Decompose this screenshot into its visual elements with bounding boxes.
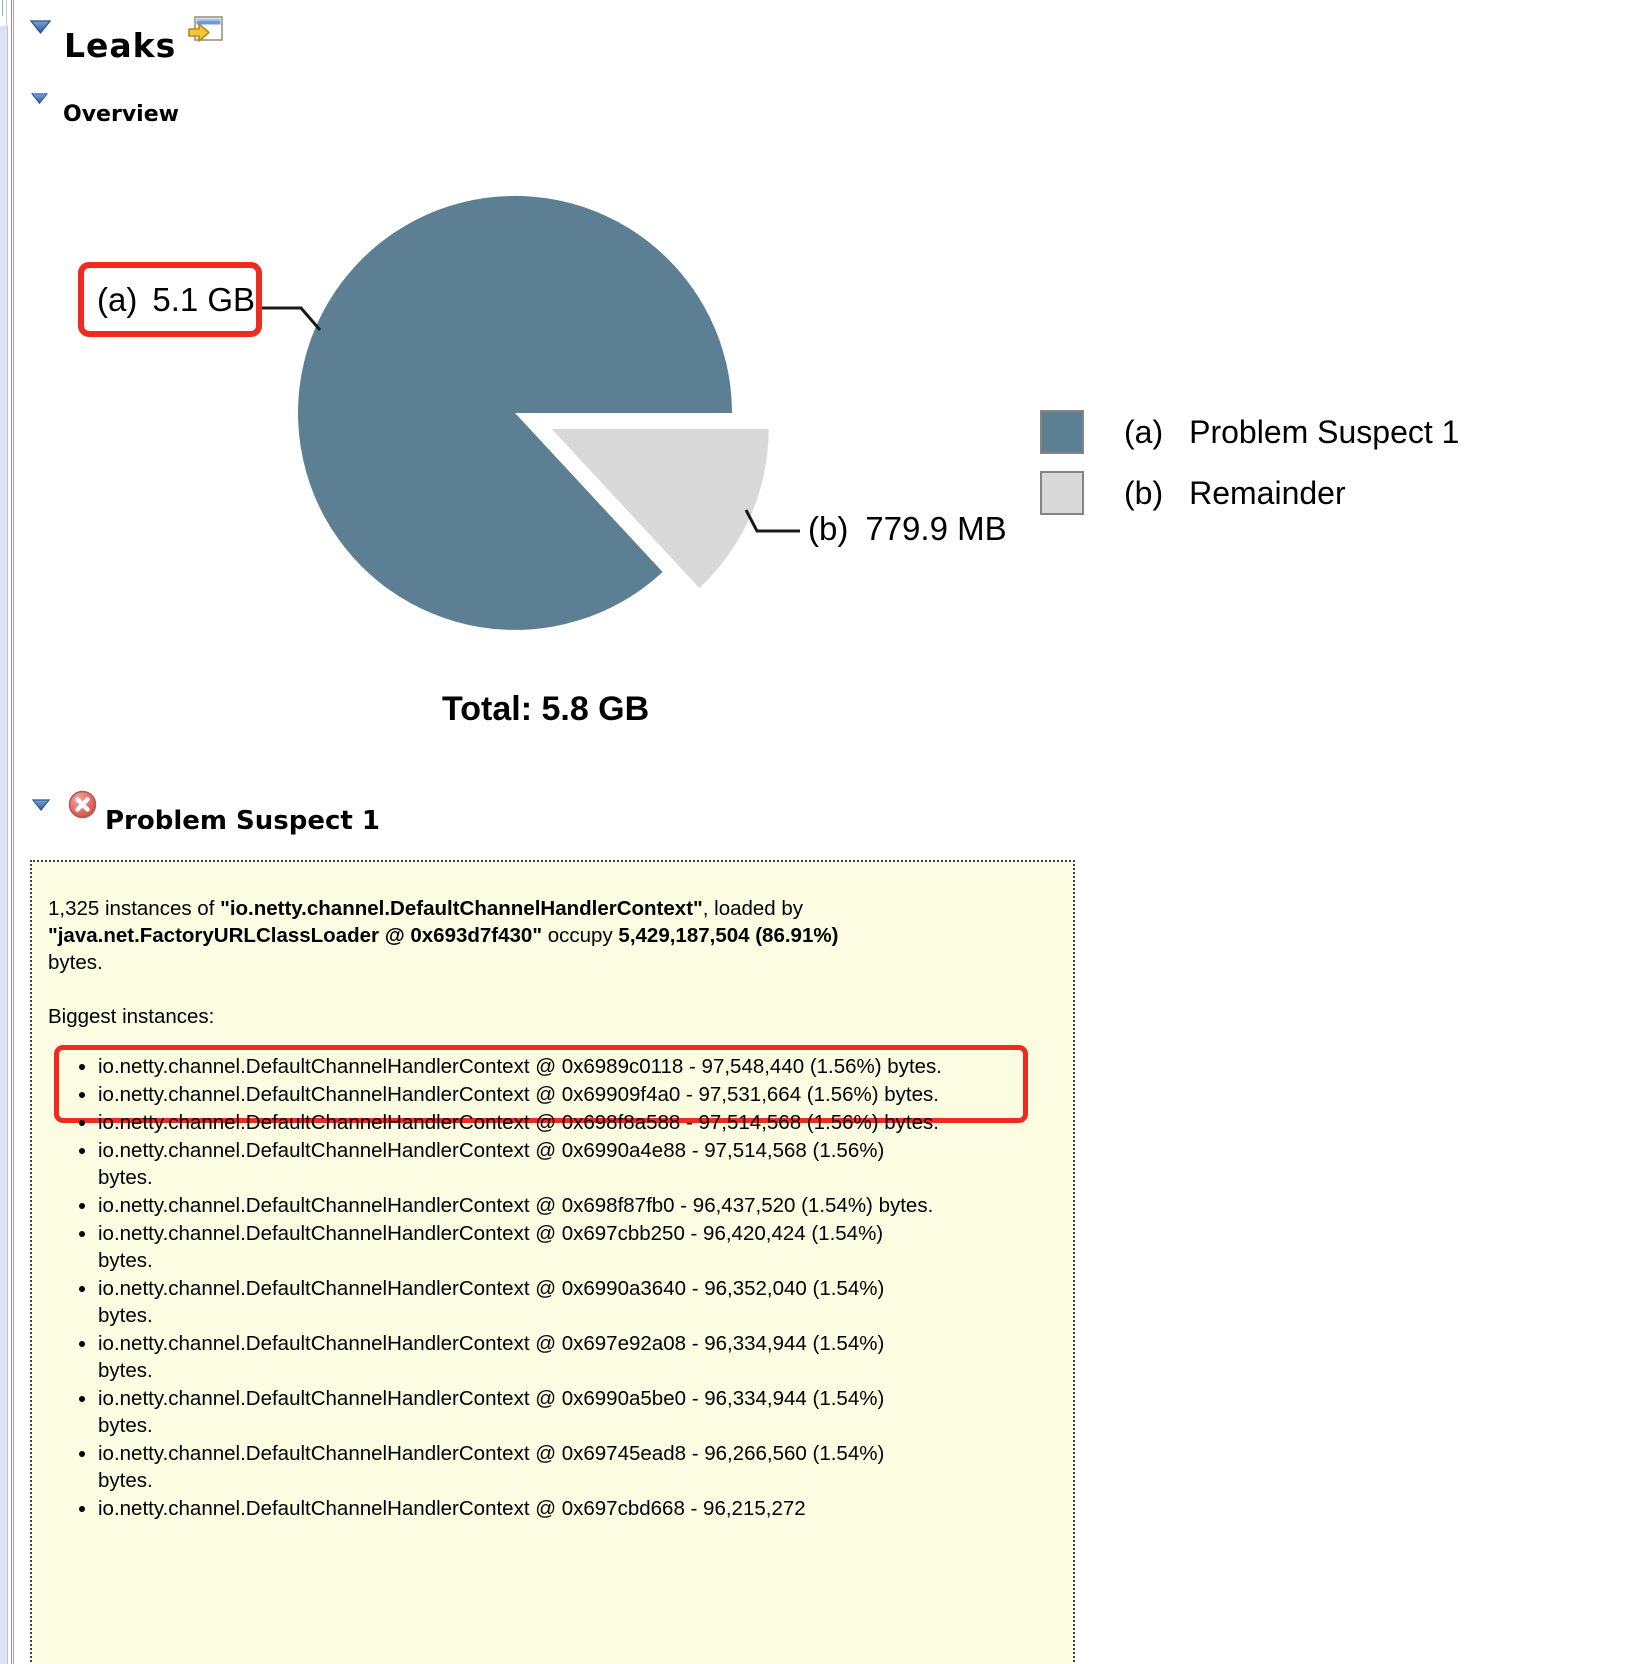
instance-text: io.netty.channel.DefaultChannelHandlerContext @ 0x6990a3640 - 96,352,040 (1.54%) bytes. [98,1277,885,1327]
instance-item [98,1385,943,1439]
instance-item [98,1330,943,1384]
panel-corner-line [2,0,3,16]
instance-text: io.netty.channel.DefaultChannelHandlerContext @ 0x6989c0118 - 97,548,440 (1.56%) bytes. [98,1055,943,1078]
legend-swatch [1040,471,1084,515]
instance-item [98,1192,943,1219]
callout-a-key: (a) [97,280,138,318]
instance-item [98,1109,943,1136]
legend-row [1040,471,1459,515]
callout-b-label [808,510,1007,548]
instance-item [98,1081,943,1108]
description-segment: "io.netty.channel.DefaultChannelHandlerContext" [220,897,703,920]
legend-label: Remainder [1189,474,1346,511]
instance-text: io.netty.channel.DefaultChannelHandlerContext @ 0x697e92a08 - 96,334,944 (1.54%) bytes. [98,1332,885,1382]
panel-corner-line [6,0,7,26]
suspect-details-box [30,860,1075,1664]
biggest-instances-list [48,1053,1057,1522]
instance-text: io.netty.channel.DefaultChannelHandlerContext @ 0x6990a4e88 - 97,514,568 (1.56%) bytes. [98,1139,885,1189]
legend-row [1040,410,1459,454]
instance-text: io.netty.channel.DefaultChannelHandlerContext @ 0x697cbb250 - 96,420,424 (1.54%) bytes. [98,1222,884,1272]
instance-text: io.netty.channel.DefaultChannelHandlerContext @ 0x69745ead8 - 96,266,560 (1.54%) bytes. [98,1442,885,1492]
instance-item [98,1440,943,1494]
section-title-problem-suspect-1: Problem Suspect 1 [105,805,380,836]
instance-item [98,1495,943,1522]
callout-a-value: 5.1 GB [152,280,256,318]
instance-text: io.netty.channel.DefaultChannelHandlerContext @ 0x698f8a588 - 97,514,568 (1.56%) bytes. [98,1111,939,1134]
description-segment: "java.net.FactoryURLClassLoader @ 0x693d7f430" [48,924,543,947]
instance-item [98,1275,943,1329]
instance-item [98,1220,943,1274]
legend-key: (b) [1124,474,1164,511]
description-segment: , loaded by [702,897,804,920]
instance-item [98,1053,943,1080]
instance-text: io.netty.channel.DefaultChannelHandlerContext @ 0x697cbd668 - 96,215,272 [98,1497,806,1520]
suspect-description [48,895,896,976]
callout-line-b [746,510,800,531]
description-segment: occupy [542,924,619,947]
collapse-triangle-icon[interactable] [32,799,50,812]
instance-text: io.netty.channel.DefaultChannelHandlerContext @ 0x6990a5be0 - 96,334,944 (1.54%) bytes. [98,1387,885,1437]
collapse-triangle-icon[interactable] [30,20,51,35]
collapse-triangle-icon[interactable] [31,93,48,105]
callout-b-key: (b) [808,510,849,547]
description-segment: 1,325 instances of [48,897,221,920]
error-icon [67,789,98,820]
page-title: Leaks [64,26,177,66]
legend-key: (a) [1124,413,1164,450]
legend-label: Problem Suspect 1 [1189,413,1460,450]
chart-total-label: Total: 5.8 GB [442,690,650,728]
open-in-window-icon[interactable] [187,15,224,45]
chart-legend [1040,410,1459,515]
instance-text: io.netty.channel.DefaultChannelHandlerContext @ 0x69909f4a0 - 97,531,664 (1.56%) bytes. [98,1083,939,1106]
legend-swatch [1040,410,1084,454]
description-segment: bytes. [48,951,103,974]
biggest-instances-label: Biggest instances: [48,1005,215,1028]
instance-text: io.netty.channel.DefaultChannelHandlerContext @ 0x698f87fb0 - 96,437,520 (1.54%) bytes. [98,1194,934,1217]
callout-line-a [262,308,320,330]
annotation-red-box [78,262,262,337]
description-segment: 5,429,187,504 (86.91%) [618,924,839,947]
pie-slice-problem-suspect-1 [298,196,732,630]
instance-item [98,1137,943,1191]
section-title-overview: Overview [63,102,179,128]
callout-b-value: 779.9 MB [865,510,1007,547]
